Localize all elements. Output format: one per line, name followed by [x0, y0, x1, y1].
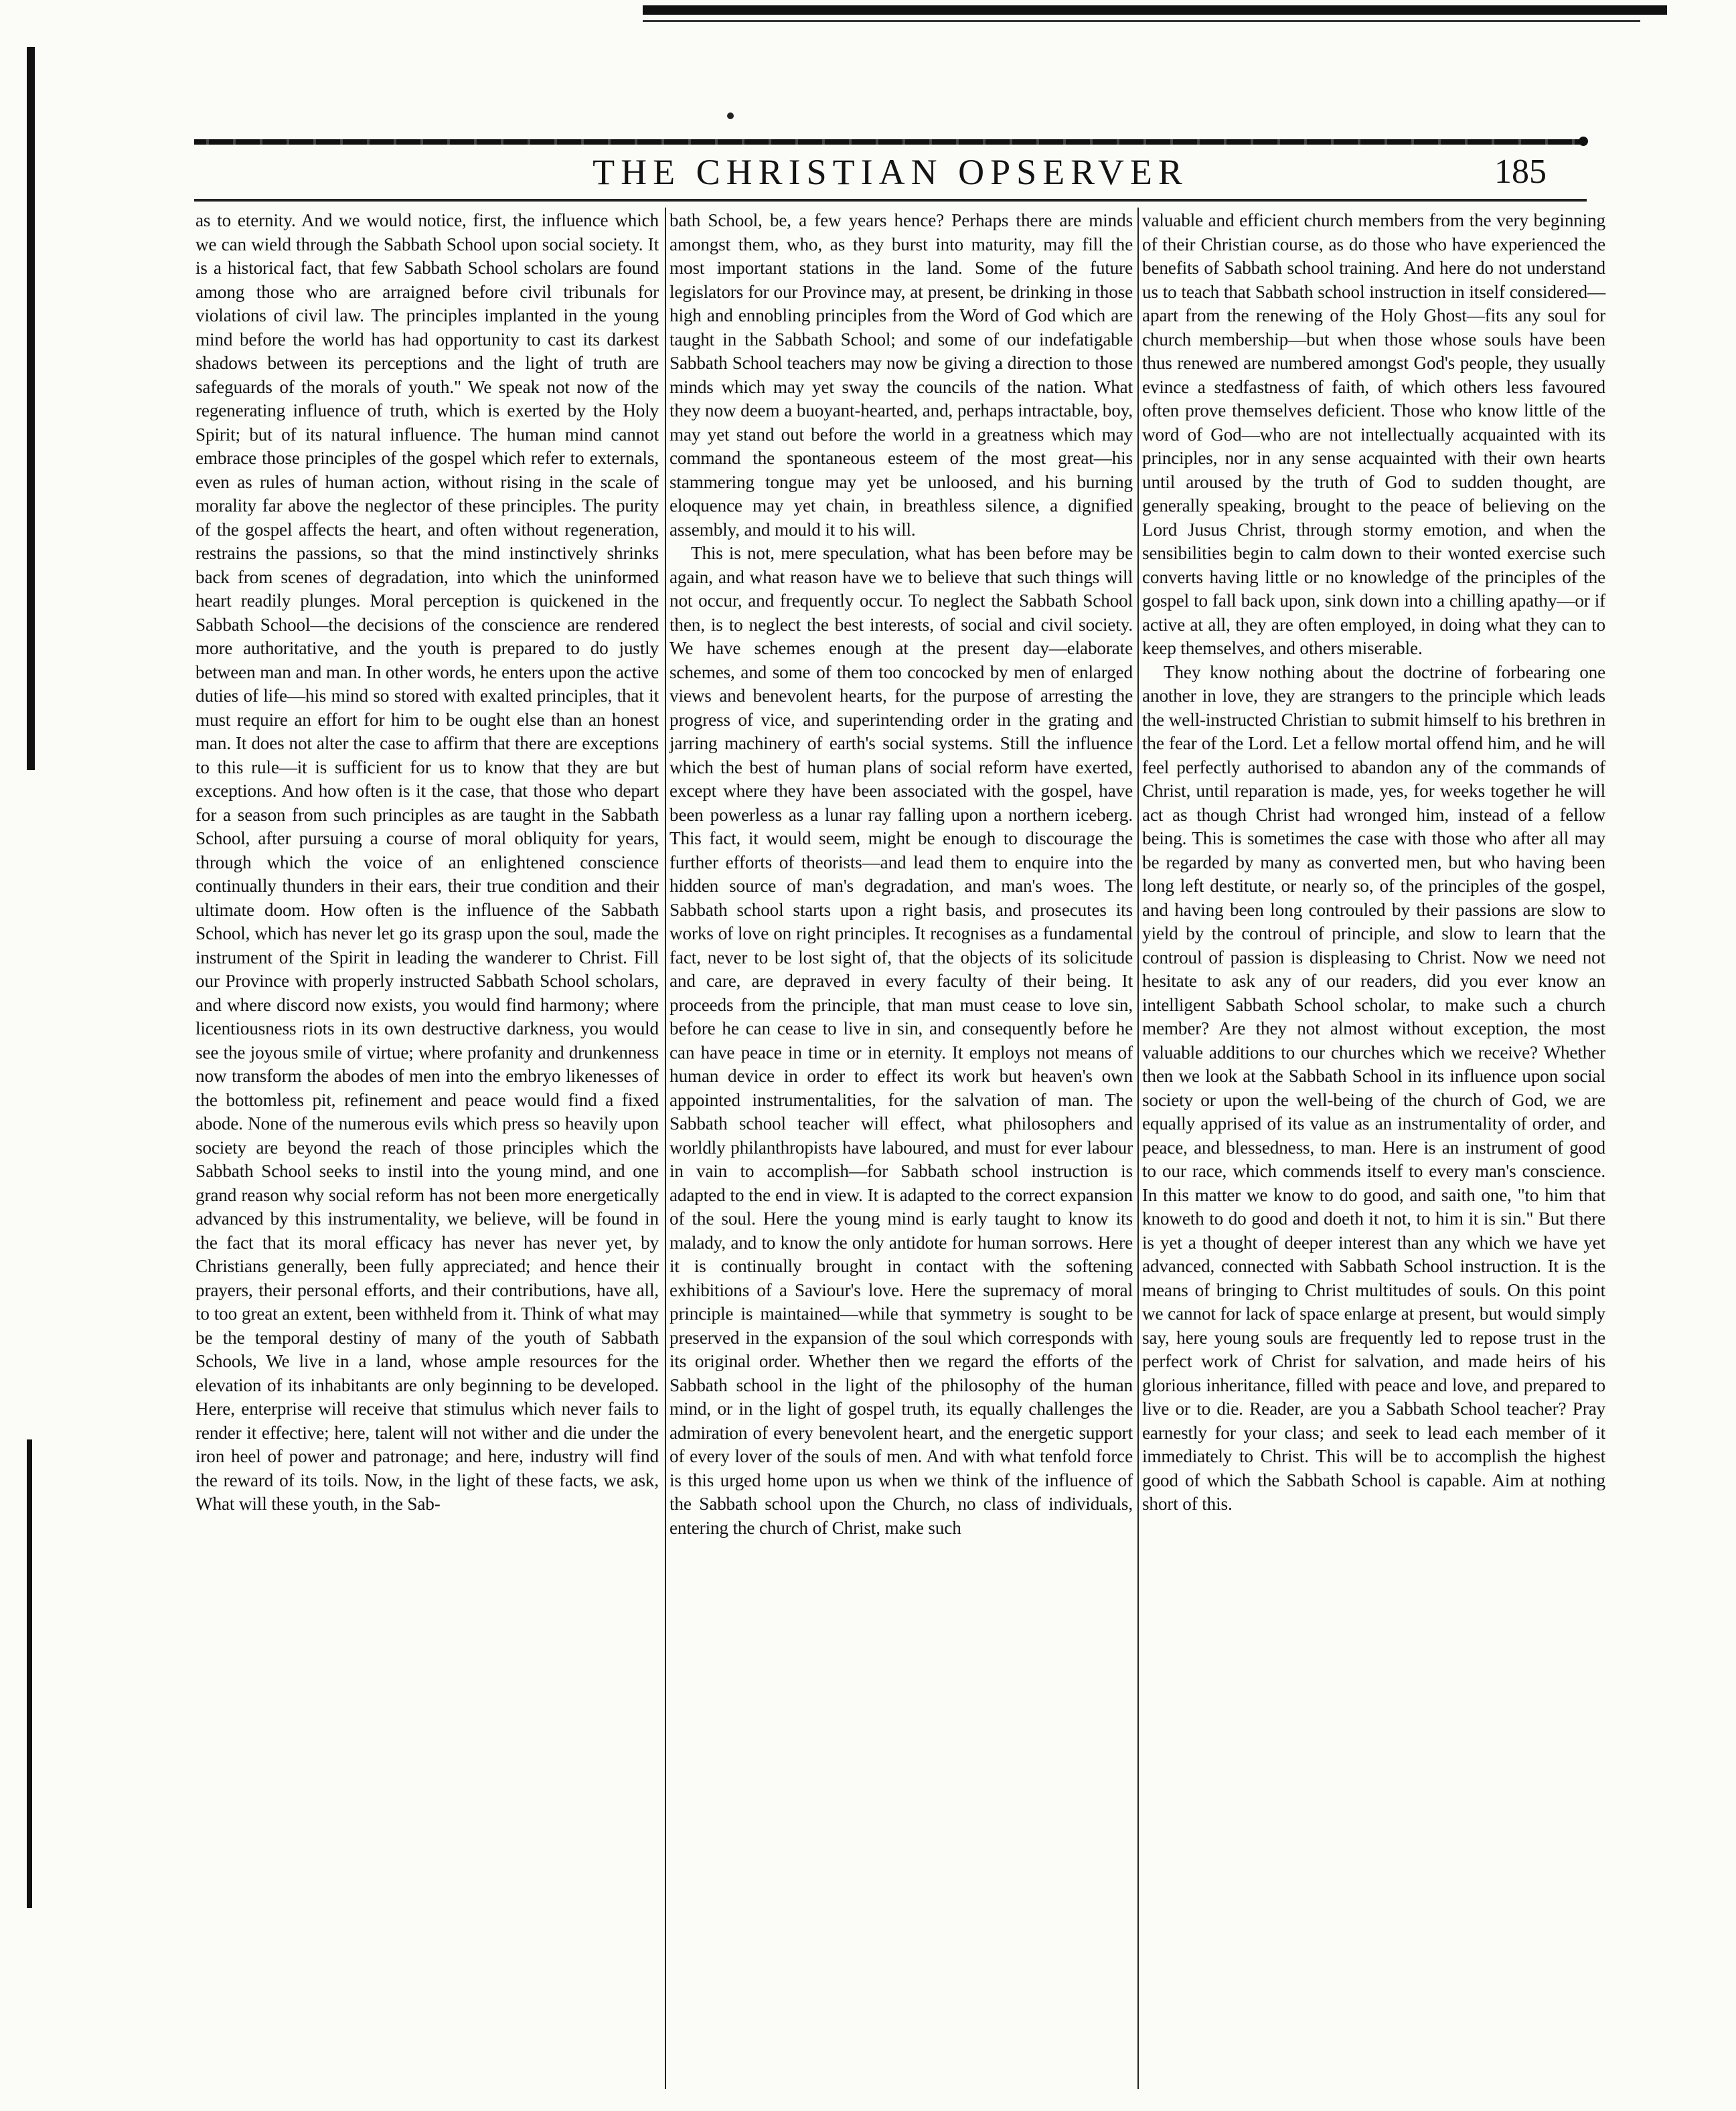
- text-column-3: [1142, 209, 1605, 1516]
- running-head: [194, 149, 1587, 196]
- left-margin-rule: [27, 47, 35, 770]
- text-column-1: [195, 209, 659, 1516]
- column-1-paragraph-1: as to eternity. And we would notice, first, the influence which we can wield through the Sabbath School upon social society. It is a historical fact, that few Sabbath School scholars are found among those who are arraigned before civil tribunals for violations of civil law. The principles implanted in the young mind before the world has had opportunity to cast its darkest shadows between its perceptions and the light of truth are safeguards of the morals of youth." We speak not now of the regenerating influence of truth, which is exerted by the Holy Spirit; but of its natural influence. The human mind cannot embrace those principles of the gospel which refer to externals, even as rules of human action, without rising in the scale of morality far above the neglector of these principles. The purity of the gospel affects the heart, and often without regeneration, restrains the passions, so that the mind instinctively shrinks back from scenes of degradation, into which the uninformed heart readily plunges. Moral perception is quickened in the Sabbath School—the decisions of the conscience are rendered more authoritative, and the youth is prepared to do justly between man and man. In other words, he enters upon the active duties of life—his mind so stored with exalted principles, that it must require an effort for him to be ought else than an honest man. It does not alter the case to affirm that there are exceptions to this rule—it is sufficient for us to know that they are but exceptions. And how often is it the case, that those who depart for a season from such principles as are taught in the Sabbath School, after pursuing a course of moral obliquity for years, through which the voice of an enlightened conscience continually thunders in their ears, their true condition and their ultimate doom. How often is the influence of the Sabbath School, which has never let go its grasp upon the soul, made the instrument of the Spirit in leading the wanderer to Christ. Fill our Province with properly instructed Sabbath School scholars, and where discord now exists, you would find harmony; where licentiousness riots in its own destructive darkness, you would see the joyous smile of virtue; where profanity and drunkenness now transform the abodes of men into the embryo likenesses of the bottomless pit, refinement and peace would find a fixed abode. None of the numerous evils which press so heavily upon society are beyond the reach of those principles which the Sabbath School seeks to instil into the young mind, and one grand reason why social reform has not been more energetically advanced by this instrumentality, we believe, will be found in the fact that its moral efficacy has never has never yet, by Christians generally, been fully appreciated; and hence their prayers, their personal efforts, and their contributions, have all, to too great an extent, been withheld from it. Think of what may be the temporal destiny of many of the youth of Sabbath Schools, We live in a land, whose ample resources for the elevation of its inhabitants are only beginning to be developed. Here, enterprise will receive that stimulus which never fails to render it effective; here, talent will not wither and die under the iron heel of power and patronage; and here, industry will find the reward of its toils. Now, in the light of these facts, we ask, What will these youth, in the Sab-: [195, 210, 659, 1514]
- text-column-2: [669, 209, 1133, 1540]
- header-ornamental-rule: [194, 139, 1587, 145]
- journal-title: THE CHRISTIAN OPSERVER: [593, 152, 1188, 192]
- column-divider-2: [1137, 208, 1139, 2089]
- header-rule-terminal: [1579, 137, 1588, 146]
- column-divider-1: [665, 208, 666, 2089]
- print-speck: [727, 112, 734, 119]
- column-2-paragraph-1: bath School, be, a few years hence? Perhaps there are minds amongst them, who, as they burst into maturity, may fill the most important stations in the land. Some of the future legislators for our Province may, at present, be drinking in those high and ennobling principles from the Word of God which are taught in the Sabbath School; and some of our indefatigable Sabbath School teachers may now be giving a direction to those minds which may yet sway the councils of the nation. What they now deem a buoyant-hearted, and, perhaps intractable, boy, may yet stand out before the world in a greatness which may command the spontaneous esteem of the most great—his stammering tongue may yet be unloosed, and his burning eloquence may yet chain, in breathless silence, a dignified assembly, and mould it to his will.: [669, 210, 1133, 540]
- top-border-rule: [643, 5, 1667, 15]
- top-border-thin-rule: [643, 20, 1640, 22]
- page-number: 185: [1494, 153, 1547, 191]
- left-margin-rule-lower: [27, 1439, 32, 1908]
- column-2-paragraph-2: This is not, mere speculation, what has been before may be again, and what reason have we to believe that such things will not occur, and frequently occur. To neglect the Sabbath School then, is to neglect the best interests, of social and civil society. We have schemes enough at the present day—elaborate schemes, and some of them too concocked by men of enlarged views and benevolent hearts, for the purpose of arresting the progress of vice, and superintending order in the grating and jarring machinery of earth's social systems. Still the influence which the best of human plans of social reform have exerted, except where they have been associated with the gospel, have been powerless as a lunar ray falling upon a northern iceberg. This fact, it would seem, might be enough to discourage the further efforts of theorists—and lead them to enquire into the hidden source of man's degradation, and man's woes. The Sabbath school starts upon a right basis, and prosecutes its works of love on right principles. It recognises as a fundamental fact, never to be lost sight of, that the objects of its solicitude and care, are depraved in every faculty of their being. It proceeds from the principle, that man must cease to love sin, before he can cease to live in sin, and consequently before he can have peace in time or in eternity. It employs not means of human device in order to effect its work but heaven's own appointed instrumentalities, for the salvation of man. The Sabbath school teacher will effect, what philosophers and worldly philanthropists have laboured, and must for ever labour in vain to accomplish—for Sabbath school instruction is adapted to the end in view. It is adapted to the correct expansion of the soul. Here the young mind is early taught to know its malady, and to know the only antidote for human sorrows. Here it is continually brought in contact with the softening exhibitions of a Saviour's love. Here the supremacy of moral principle is maintained—while that symmetry is sought to be preserved in the expansion of the soul which corresponds with its original order. Whether then we regard the efforts of the Sabbath school in the light of the philosophy of the human mind, or in the light of gospel truth, its equally challenges the admiration of every benevolent heart, and the energetic support of every lover of the souls of men. And with what tenfold force is this urged home upon us when we think of the influence of the Sabbath school upon the Church, no class of individuals, entering the church of Christ, make such: [669, 543, 1133, 1538]
- header-underline-rule: [194, 199, 1587, 202]
- column-3-paragraph-2: They know nothing about the doctrine of forbearing one another in love, they are strangers to the principle which leads the well-instructed Christian to submit himself to his brethren in the fear of the Lord. Let a fellow mortal offend him, and he will feel perfectly authorised to abandon any of the commands of Christ, until reparation is made, yes, for weeks together he will act as though Christ had wronged him, instead of a fellow being. This is sometimes the case with those who after all may be regarded by many as converted men, but who having been long left destitute, or nearly so, of the principles of the gospel, and having been long controuled by their passions are slow to yield by the controul of principle, and slow to learn that the controul of passion is displeasing to Christ. Now we need not hesitate to ask any of our readers, did you ever know an intelligent Sabbath School scholar, to make such a church member? Are they not almost without exception, the most valuable additions to our churches which we receive? Whether then we look at the Sabbath School in its influence upon social society or upon the well-being of the church of God, we are equally apprised of its value as an instrumentality of order, and peace, and blessedness, to man. Here is an instrument of good to our race, which commends itself to every man's conscience. In this matter we know to do good, and saith one, "to him that knoweth to do good and doeth it not, to him it is sin." But there is yet a thought of deeper interest than any which we have yet advanced, connected with Sabbath School instruction. It is the means of bringing to Christ multitudes of souls. On this point we cannot for lack of space enlarge at present, but would simply say, here young souls are frequently led to repose trust in the perfect work of Christ for salvation, and made heirs of his glorious inheritance, filled with peace and love, and prepared to live or to die. Reader, are you a Sabbath School teacher? Pray earnestly for your class; and seek to lead each member of it immediately to Christ. This will be to accomplish the highest good of which the Sabbath School is capable. Aim at nothing short of this.: [1142, 661, 1605, 1514]
- column-3-paragraph-1: valuable and efficient church members from the very beginning of their Christian course, as do those who have experienced the benefits of Sabbath school training. And here do not understand us to teach that Sabbath school instruction in itself considered—apart from the renewing of the Holy Ghost—fits any soul for church membership—but when those whose souls have been thus renewed are numbered amongst God's people, they usually evince a stedfastness of faith, of which others less favoured often prove themselves deficient. Those who know little of the word of God—who are not intellectually acquainted with its principles, nor in any sense acquainted with their own hearts until aroused by the truth of God to sudden thought, are generally speaking, brought to the peace of believing on the Lord Jusus Christ, through stormy emotion, and when the sensibilities begin to calm down to their wonted exercise such converts having little or no knowledge of the principles of the gospel to fall back upon, sink down into a chilling apathy—or if active at all, they are often employed, in doing what they can to keep themselves, and others miserable.: [1142, 210, 1605, 658]
